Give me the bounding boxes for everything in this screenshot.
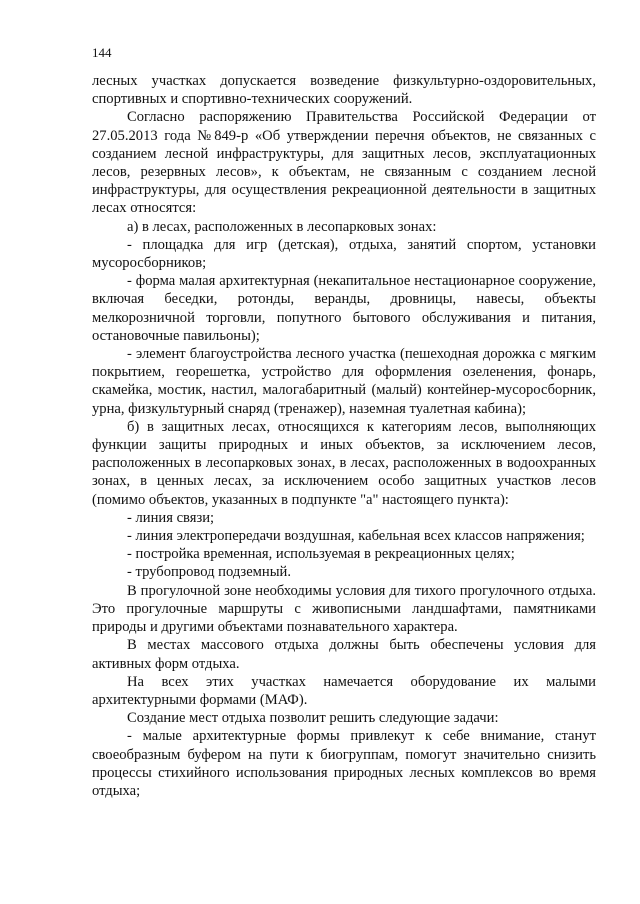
paragraph-decree-reference: Согласно распоряжению Правительства Российской Федерации от 27.05.2013 года №849-р «Об утверждении перечня объектов, не связанных с созданием лесной инфраструктуры, для защитных лесов, эксплуатационных лесов, резервных лесов», к объектам, не связанным с созданием лесной инфраструктуры, для осуществления рекреационной деятельности в защитных лесах относятся:: [92, 109, 596, 217]
paragraph-continuation: лесных участках допускается возведение физкультурно-оздоровительных, спортивных и спортивно-технических сооружений.: [92, 73, 596, 108]
list-item: - малые архитектурные формы привлекут к себе внимание, станут своеобразным буфером на пути к биогруппам, помогут значительно снизить процессы стихийного использования природных лесных комплексов во время отдыха;: [92, 728, 596, 799]
paragraph-mass-recreation: В местах массового отдыха должны быть обеспечены условия для активных форм отдыха.: [92, 637, 596, 672]
paragraph-tasks-heading: Создание мест отдыха позволит решить следующие задачи:: [127, 710, 499, 727]
list-item: - площадка для игр (детская), отдыха, занятий спортом, установки мусоросборников;: [92, 236, 596, 272]
list-item: - линия связи;: [127, 509, 215, 526]
list-item: - линия электропередачи воздушная, кабельная всех классов напряжения;: [127, 528, 585, 545]
list-heading-a: а) в лесах, расположенных в лесопарковых зонах:: [127, 218, 437, 235]
list-item: - элемент благоустройства лесного участка (пешеходная дорожка с мягким покрытием, георешетка, устройство для оформления озеленения, фонарь, скамейка, мостик, настил, малогабаритный (малый) контейнер-мусоросборник, урна, физкультурный снаряд (тренажер), наземная туалетная кабина);: [92, 346, 596, 417]
list-item: - форма малая архитектурная (некапитальное нестационарное сооружение, включая беседки, ротонды, веранды, дровницы, навесы, объекты мелкорозничной торговли, попутного бытового обслуживания и питания, остановочные павильоны);: [92, 273, 596, 344]
document-body: [92, 72, 596, 800]
paragraph-maf: На всех этих участках намечается оборудование их малыми архитектурными формами (МАФ).: [92, 673, 596, 708]
page-number: 144: [92, 45, 112, 60]
paragraph-walking-zone: В прогулочной зоне необходимы условия для тихого прогулочного отдыха. Это прогулочные маршруты с живописными ландшафтами, памятниками природы и другими объектами познавательного характера.: [92, 582, 596, 636]
list-item: - постройка временная, используемая в рекреационных целях;: [127, 546, 515, 563]
list-item: - трубопровод подземный.: [127, 564, 291, 581]
list-heading-b: б) в защитных лесах, относящихся к категориям лесов, выполняющих функции защиты природных и иных объектов, за исключением лесов, расположенных в лесопарковых зонах, в лесах, расположенных в водоохранных зонах, в ценных лесах, за исключением особо защитных участков лесов (помимо объектов, указанных в подпункте "а" настоящего пункта):: [92, 418, 596, 508]
